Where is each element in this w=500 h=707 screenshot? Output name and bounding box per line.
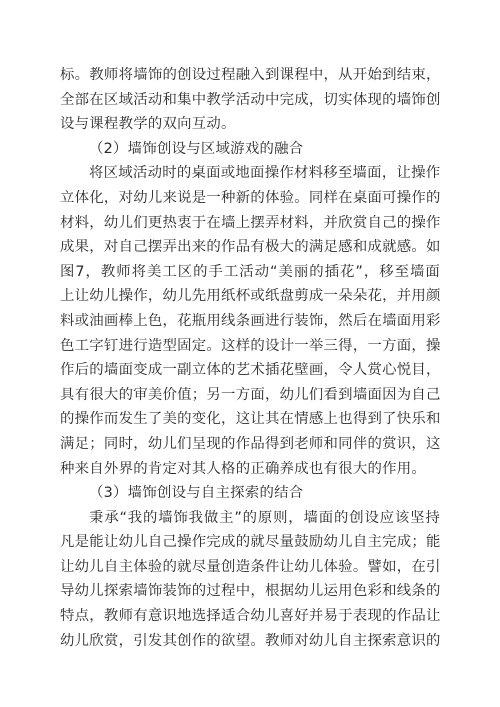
text-line: 将区域活动时的桌面或地面操作材料移至墙面，让操作 [89, 165, 441, 182]
text-line: 让幼儿自主体验的就尽量创造条件让幼儿体验。譬如，在引 [60, 558, 441, 575]
paragraph-self-exploration [60, 506, 440, 654]
text-line: 凡是能让幼儿自己操作完成的就尽量鼓励幼儿自主完成；能 [60, 534, 441, 551]
text-line: 秉承“我的墙饰我做主”的原则，墙面的创设应该坚持 [89, 509, 440, 526]
text-line: 导幼儿探索墙饰装饰的过程中，根据幼儿运用色彩和线条的 [60, 583, 441, 600]
text-line: 特点，教师有意识地选择适合幼儿喜好并易于表现的作品让 [60, 608, 441, 625]
text-line: 幼儿欣赏，引发其创作的欲望。教师对幼儿自主探索意识的 [60, 632, 441, 649]
text-line: 的操作而发生了美的变化，这让其在情感上也得到了快乐和 [60, 411, 441, 428]
text-line: 设与课程教学的双向互动。 [60, 116, 236, 133]
text-line: 成果，对自己摆弄出来的作品有极大的满足感和成就感。如 [60, 239, 441, 256]
text-line: 色工字钉进行造型固定。这样的设计一举三得，一方面，操 [60, 337, 441, 354]
text-line: 立体化，对幼儿来说是一种新的体验。同样在桌面可操作的 [60, 189, 441, 206]
paragraph-region-games [60, 161, 440, 481]
text-line: 全部在区域活动和集中教学活动中完成，切实体现的墙饰创 [60, 91, 441, 108]
document-page [60, 63, 440, 653]
text-line: 材料，幼儿们更热衷于在墙上摆弄材料，并欣赏自己的操作 [60, 214, 441, 231]
text-line: 具有很大的审美价值；另一方面，幼儿们看到墙面因为自己 [60, 386, 441, 403]
paragraph-continuation [60, 63, 440, 137]
text-line: 满足；同时，幼儿们呈现的作品得到老师和同伴的赏识，这 [60, 435, 441, 452]
text-line: 作后的墙面变成一副立体的艺术插花壁画，令人赏心悦目， [60, 362, 441, 379]
section-heading-3: （3）墙饰创设与自主探索的结合 [89, 485, 304, 502]
text-line: 种来自外界的肯定对其人格的正确养成也有很大的作用。 [60, 460, 427, 477]
section-heading-2: （2）墙饰创设与区域游戏的融合 [89, 140, 304, 157]
text-line: 图7，教师将美工区的手工活动“美丽的插花”，移至墙面 [60, 263, 440, 280]
text-line: 标。教师将墙饰的创设过程融入到课程中，从开始到结束， [60, 67, 441, 83]
text-line: 上让幼儿操作，幼儿先用纸杯或纸盘剪成一朵朵花，并用颜 [60, 288, 441, 305]
text-line: 料或油画棒上色，花瓶用线条画进行装饰，然后在墙面用彩 [60, 312, 441, 329]
